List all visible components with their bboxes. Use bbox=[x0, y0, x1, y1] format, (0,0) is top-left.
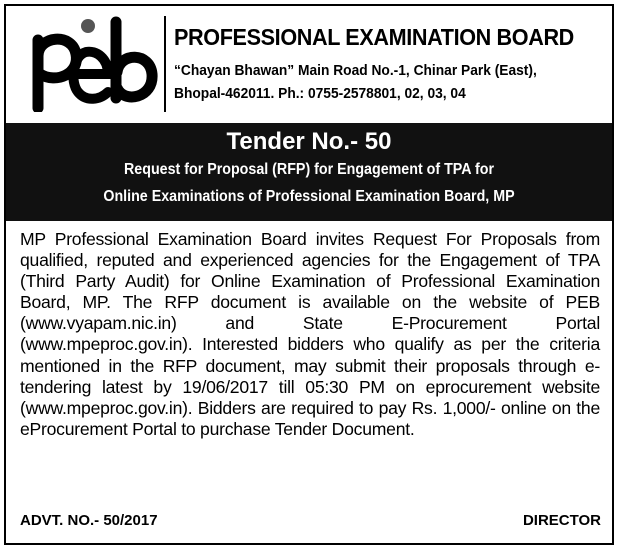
organization-name: PROFESSIONAL EXAMINATION BOARD bbox=[174, 24, 574, 50]
peb-logo-icon bbox=[20, 12, 160, 112]
tender-banner bbox=[6, 123, 612, 221]
address-line-2: Bhopal-462011. Ph.: 0755-2578801, 02, 03, 04 bbox=[174, 86, 466, 102]
tender-number: Tender No.- 50 bbox=[226, 128, 392, 155]
address-line-1: “Chayan Bhawan” Main Road No.-1, Chinar Park (East), bbox=[174, 63, 537, 79]
signatory: DIRECTOR bbox=[522, 512, 601, 529]
tender-title-line-2: Online Examinations of Professional Examination Board, MP bbox=[103, 188, 515, 205]
advertisement-number: ADVT. NO.- 50/2017 bbox=[20, 512, 158, 529]
header-divider bbox=[164, 16, 166, 112]
notice-body: MP Professional Examination Board invites Request For Proposals from qualified, reputed and experienced agencies for the Engagement of TPA (Third Party Audit) for Online Examination of Professional Examination Board, MP. The RFP document is available on the website of PEB (www.vyapam.nic.in) and State E-Procurement Portal (www.mpeproc.gov.in). Interested bidders who qualify as per the criteria mentioned in the RFP document, may submit their proposals through e-tendering latest by 19/06/2017 till 05:30 PM on eprocurement website (www.mpeproc.gov.in). Bidders are required to pay Rs. 1,000/- online on the eProcurement Portal to purchase Tender Document. bbox=[20, 229, 600, 439]
tender-title-line-1: Request for Proposal (RFP) for Engagement of TPA for bbox=[124, 161, 494, 178]
